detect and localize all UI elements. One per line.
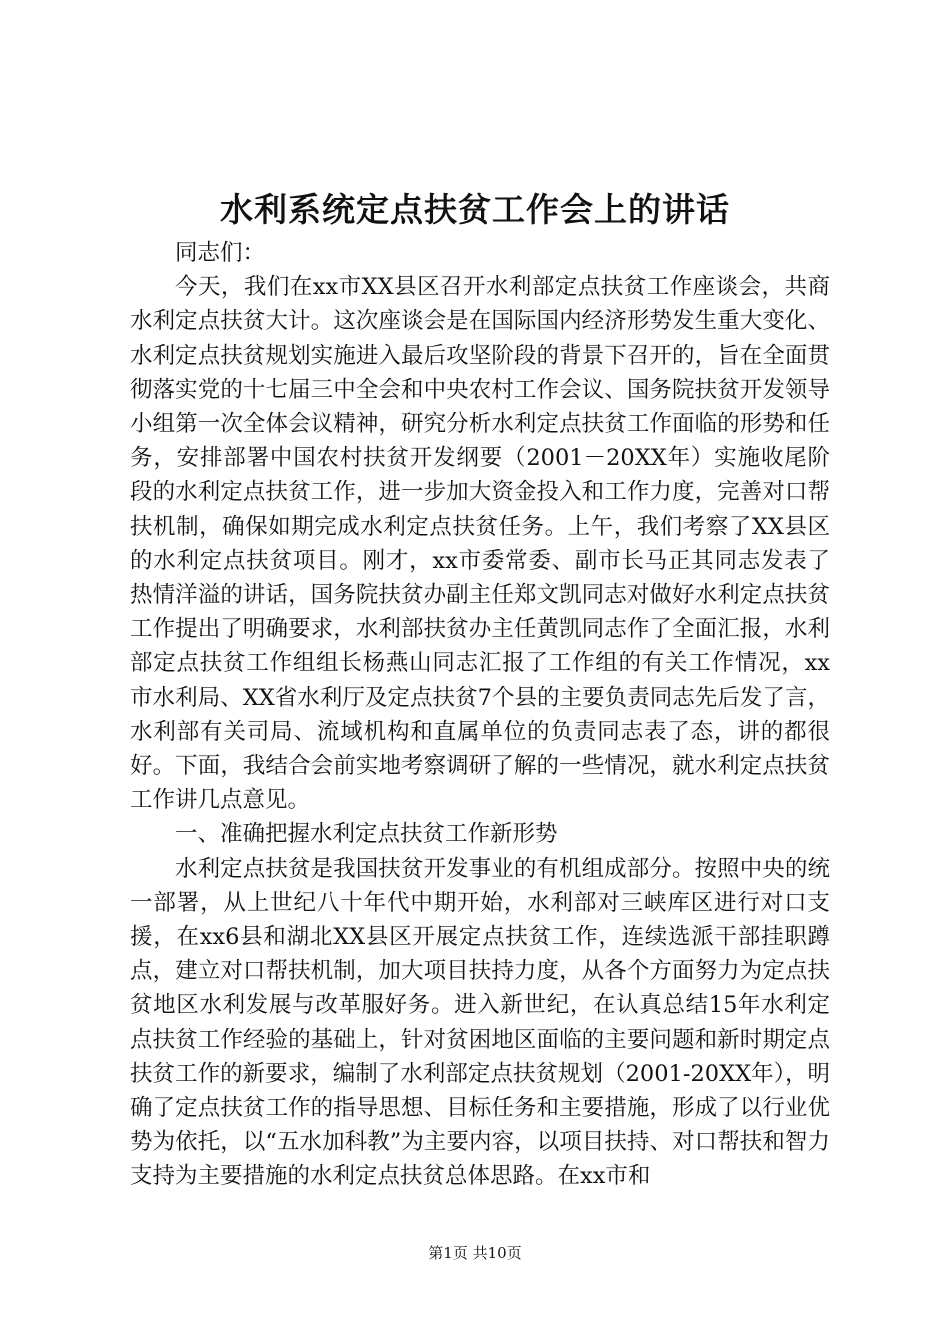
document-title: 水利系统定点扶贫工作会上的讲话	[220, 190, 730, 229]
paragraph-intro: 今天，我们在xx市XX县区召开水利部定点扶贫工作座谈会，共商水利定点扶贫大计。这次座谈会是在国际国内经济形势发生重大变化、水利定点扶贫规划实施进入最后攻坚阶段的背景下召开的，旨在全面贯彻落实党的十七届三中全会和中央农村工作会议、国务院扶贫开发领导小组第一次全体会议精神，研究分析水利定点扶贫工作面临的形势和任务，安排部署中国农村扶贫开发纲要（2001－20XX年）实施收尾阶段的水利定点扶贫工作，进一步加大资金投入和工作力度，完善对口帮扶机制，确保如期完成水利定点扶贫任务。上午，我们考察了XX县区的水利定点扶贫项目。刚才，xx市委常委、副市长马正其同志发表了热情洋溢的讲话，国务院扶贫办副主任郑文凯同志对做好水利定点扶贫工作提出了明确要求，水利部扶贫办主任黄凯同志作了全面汇报，水利部定点扶贫工作组组长杨燕山同志汇报了工作组的有关工作情况，xx市水利局、XX省水利厅及定点扶贫7个县的主要负责同志先后发了言，水利部有关司局、流域机构和直属单位的负责同志表了态，讲的都很好。下面，我结合会前实地考察调研了解的一些情况，就水利定点扶贫工作讲几点意见。	[130, 274, 830, 814]
salutation: 同志们：	[175, 240, 266, 266]
paragraph-section-1: 水利定点扶贫是我国扶贫开发事业的有机组成部分。按照中央的统一部署，从上世纪八十年代中期开始，水利部对三峡库区进行对口支援，在xx6县和湖北XX县区开展定点扶贫工作，连续选派干部挂职蹲点，建立对口帮扶机制，加大项目扶持力度，从各个方面努力为定点扶贫地区水利发展与改革服好务。进入新世纪，在认真总结15年水利定点扶贫工作经验的基础上，针对贫困地区面临的主要问题和新时期定点扶贫工作的新要求，编制了水利部定点扶贫规划（2001-20XX年），明确了定点扶贫工作的指导思想、目标任务和主要措施，形成了以行业优势为依托，以“五水加科教”为主要内容，以项目扶持、对口帮扶和智力支持为主要措施的水利定点扶贫总体思路。在xx市和	[130, 855, 830, 1190]
page-number-footer: 第1页 共10页	[428, 1244, 522, 1262]
document-body	[130, 236, 830, 1194]
section-heading-1: 一、准确把握水利定点扶贫工作新形势	[175, 821, 558, 848]
